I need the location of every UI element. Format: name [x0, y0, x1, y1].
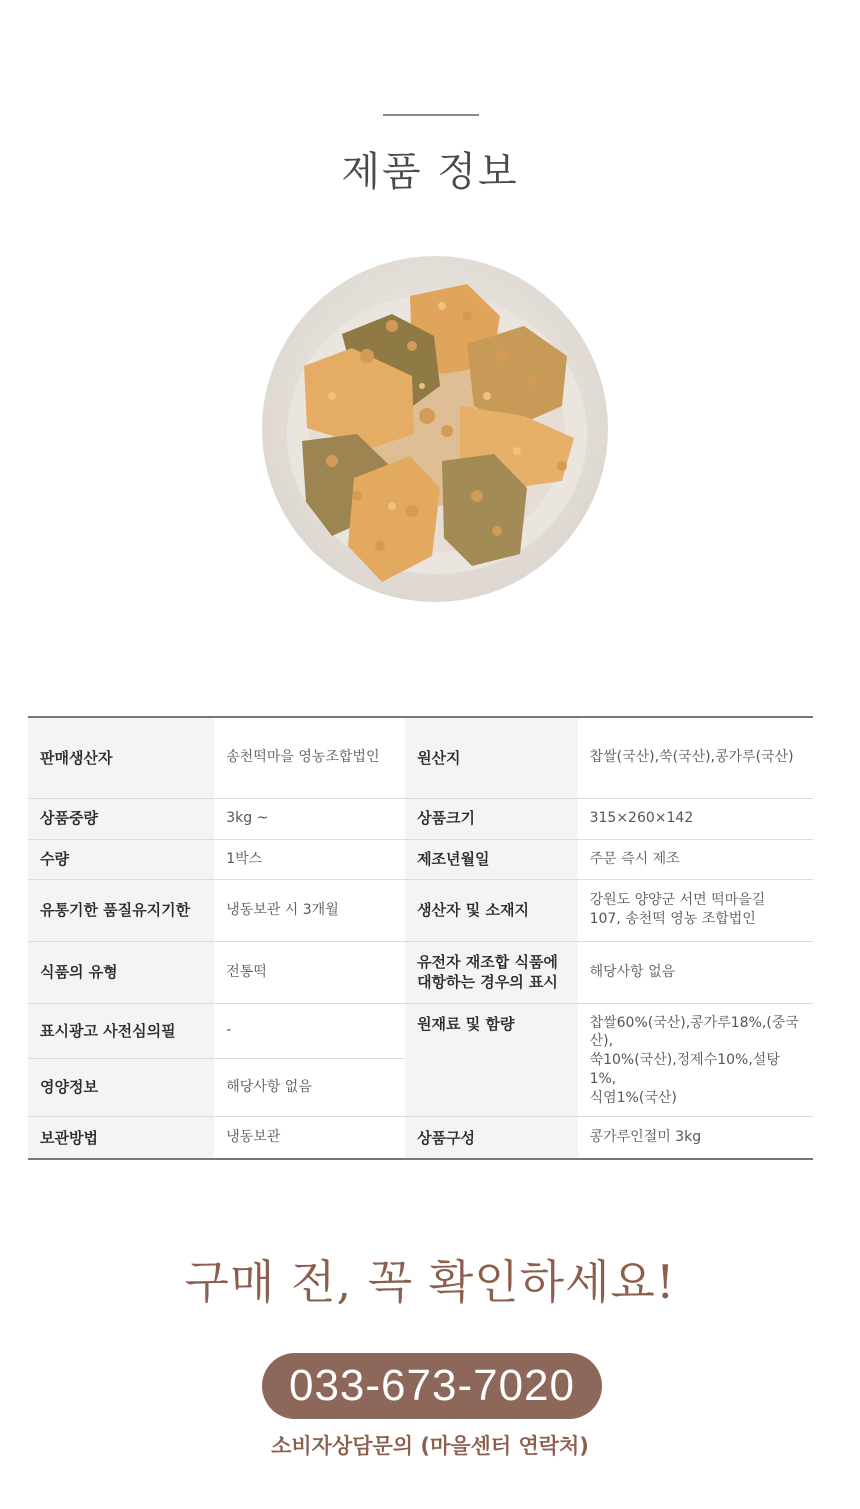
- label-gmo: [405, 941, 578, 1003]
- title-divider: [383, 114, 479, 116]
- gmo-label-line-1: 유전자 재조합 식품에: [417, 952, 558, 971]
- value-seller: 송천떡마을 영농조합법인: [214, 717, 405, 798]
- address-line-2: 107, 송천떡 영농 조합법인: [589, 911, 756, 927]
- label-weight: 상품중량: [28, 798, 214, 839]
- label-manufacture-date: 제조년월일: [405, 839, 578, 879]
- product-info-table: [28, 716, 813, 1160]
- purchase-notice: 구매 전, 꼭 확인하세요!: [184, 1255, 676, 1309]
- label-composition: 상품구성: [405, 1116, 578, 1159]
- table-row: [28, 798, 813, 839]
- product-photo: [262, 256, 608, 602]
- label-seller: 판매생산자: [28, 717, 214, 798]
- table-row: [28, 839, 813, 879]
- value-manufacture-date: 주문 즉시 제조: [578, 839, 813, 879]
- label-shelf-life: 유통기한 품질유지기한: [28, 879, 214, 941]
- address-line-1: 강원도 양양군 서면 떡마을길: [589, 892, 766, 909]
- gmo-label-line-2: 대항하는 경우의 표시: [417, 973, 558, 991]
- label-ad-review: 표시광고 사전심의필: [28, 1003, 214, 1058]
- value-ad-review: -: [214, 1003, 405, 1058]
- value-gmo: 해당사항 없음: [578, 941, 813, 1003]
- label-size: 상품크기: [405, 798, 578, 839]
- phone-number-button[interactable]: 033-673-7020: [262, 1353, 602, 1419]
- label-nutrition: 영양정보: [28, 1058, 214, 1116]
- value-storage: 냉동보관: [214, 1116, 405, 1159]
- value-nutrition: 해당사항 없음: [214, 1058, 405, 1116]
- value-producer-address: [578, 879, 813, 941]
- value-composition: 콩가루인절미 3kg: [578, 1116, 813, 1159]
- table-row: [28, 1116, 813, 1159]
- label-quantity: 수량: [28, 839, 214, 879]
- label-producer-address: 생산자 및 소재지: [405, 879, 578, 941]
- value-shelf-life: 냉동보관 시 3개월: [214, 879, 405, 941]
- label-ingredients: 원재료 및 함량: [405, 1003, 578, 1116]
- value-size: 315×260×142: [578, 798, 813, 839]
- phone-caption: 소비자상담문의 (마을센터 연락처): [271, 1434, 589, 1458]
- value-weight: 3kg ~: [214, 798, 405, 839]
- page-title: 제품 정보: [341, 149, 519, 195]
- value-origin: 찹쌀(국산),쑥(국산),콩가루(국산): [578, 717, 813, 798]
- value-ingredients: [578, 1003, 813, 1116]
- table-row: [28, 1003, 813, 1058]
- table-row: [28, 941, 813, 1003]
- ingredients-line-3: 식염1%(국산): [589, 1090, 677, 1107]
- ingredients-line-1: 찹쌀60%(국산),콩가루18%,(중국산),: [589, 1014, 799, 1050]
- label-storage: 보관방법: [28, 1116, 214, 1159]
- table-row: [28, 717, 813, 798]
- label-origin: 원산지: [405, 717, 578, 798]
- value-quantity: 1박스: [214, 839, 405, 879]
- value-food-type: 전통떡: [214, 941, 405, 1003]
- label-food-type: 식품의 유형: [28, 941, 214, 1003]
- table-row: [28, 879, 813, 941]
- ingredients-line-2: 쑥10%(국산),정제수10%,설탕1%,: [589, 1052, 780, 1088]
